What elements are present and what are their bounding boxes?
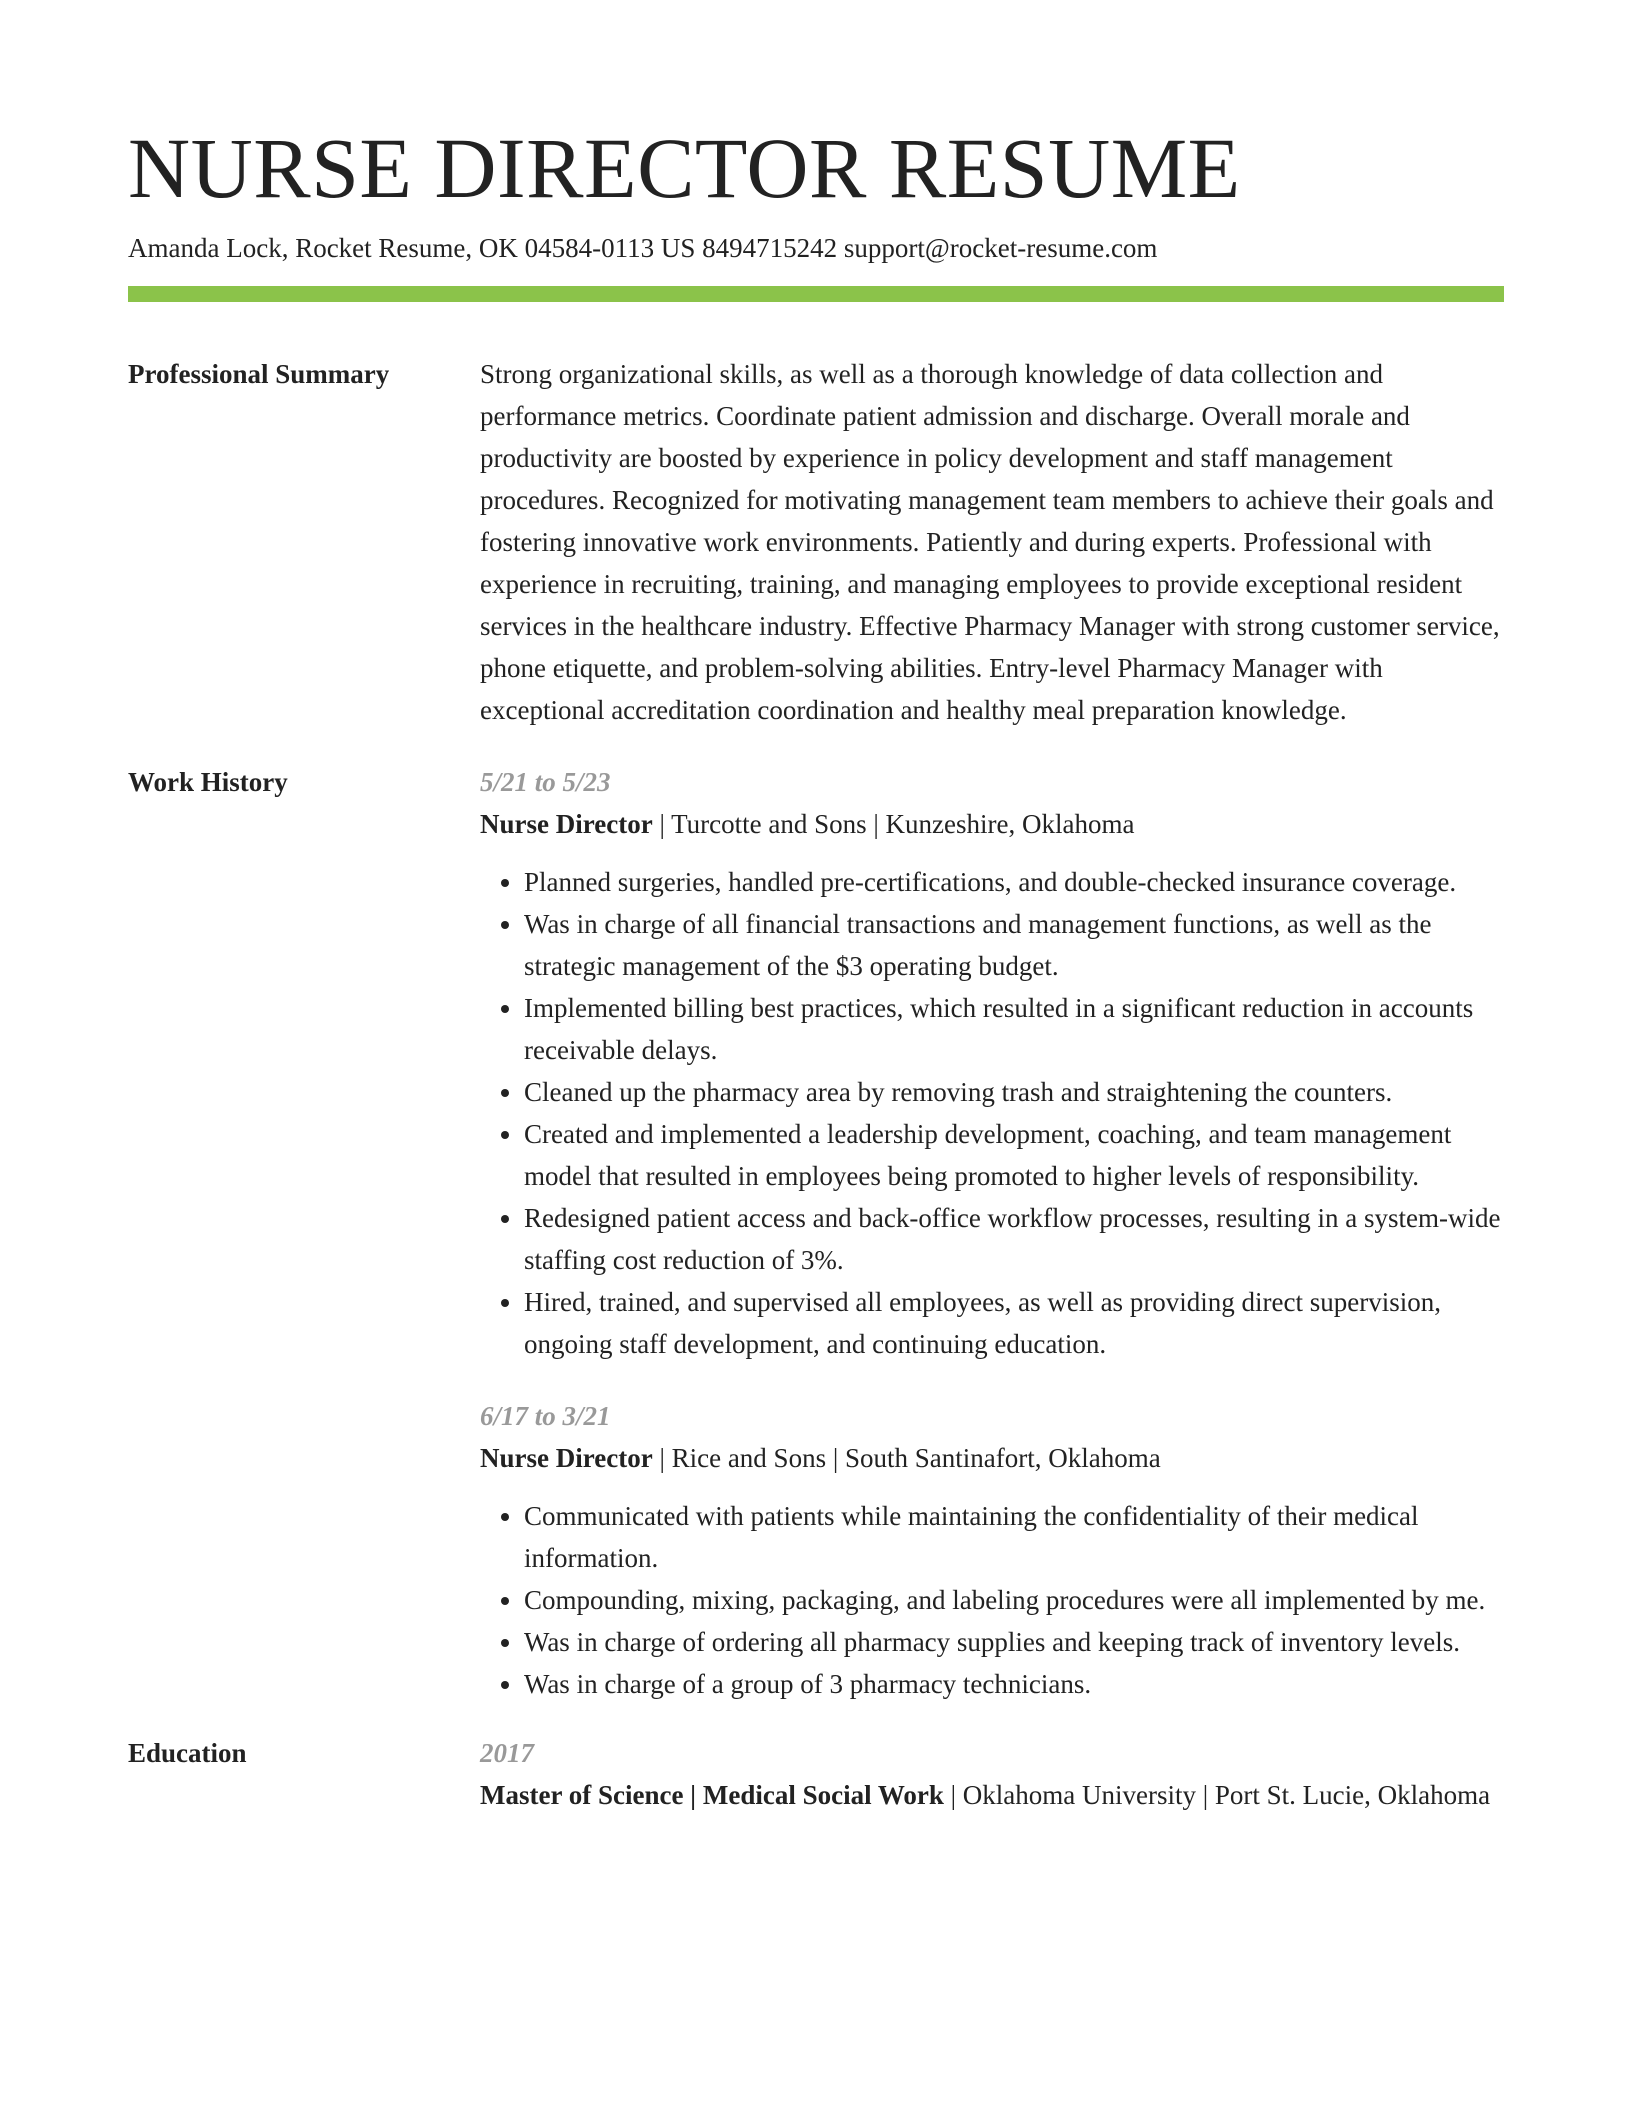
education-body <box>480 1732 1504 1816</box>
duty-item: • Created and implemented a leadership development, coaching, and team management model that resulted in employees being promoted to higher levels of responsibility. <box>524 1113 1504 1197</box>
summary-heading: Professional Summary <box>128 359 390 389</box>
accent-divider <box>128 286 1504 302</box>
summary-text: Strong organizational skills, as well as a thorough knowledge of data collection and performance metrics. Coordinate patient admission and discharge. Overall morale and productivity are boosted by experience in policy development and staff management procedures. Recognized for motivating management team members to achieve their goals and fostering innovative work environments. Patiently and during experts. Professional with experience in recruiting, training, and managing employees to provide exceptional resident services in the healthcare industry. Effective Pharmacy Manager with strong customer service, phone etiquette, and problem-solving abilities. Entry-level Pharmacy Manager with exceptional accreditation coordination and healthy meal preparation knowledge. <box>480 359 1500 725</box>
job-entry <box>480 1395 1504 1705</box>
education-section <box>128 1732 1504 1816</box>
duty-item: • Cleaned up the pharmacy area by removing trash and straightening the counters. <box>524 1071 1504 1113</box>
job-role: Nurse Director <box>480 809 653 839</box>
degree-name: Master of Science | Medical Social Work <box>480 1780 944 1810</box>
job-title-line <box>480 1437 1504 1479</box>
job-duties-list <box>480 1495 1504 1705</box>
duty-item: • Planned surgeries, handled pre-certifications, and double-checked insurance coverage. <box>524 861 1504 903</box>
job-employer-location: | Turcotte and Sons | Kunzeshire, Oklahoma <box>652 809 1135 839</box>
job-entry <box>480 761 1504 1365</box>
job-role: Nurse Director <box>480 1443 653 1473</box>
duty-item: • Redesigned patient access and back-office workflow processes, resulting in a system-wide staffing cost reduction of 3%. <box>524 1197 1504 1281</box>
summary-section <box>128 353 1504 731</box>
job-title-line <box>480 803 1504 845</box>
duty-item: • Hired, trained, and supervised all employees, as well as providing direct supervision, ongoing staff development, and continuing education. <box>524 1281 1504 1365</box>
job-dates: 5/21 to 5/23 <box>480 767 611 797</box>
duty-item: • Was in charge of ordering all pharmacy supplies and keeping track of inventory levels. <box>524 1621 1504 1663</box>
contact-line: Amanda Lock, Rocket Resume, OK 04584-0113 US 8494715242 support@rocket-resume.com <box>128 233 1158 263</box>
job-dates: 6/17 to 3/21 <box>480 1401 611 1431</box>
duty-item: • Was in charge of a group of 3 pharmacy technicians. <box>524 1663 1504 1705</box>
job-duties-list <box>480 861 1504 1365</box>
job-employer-location: | Rice and Sons | South Santinafort, Oklahoma <box>652 1443 1161 1473</box>
education-year: 2017 <box>480 1738 534 1768</box>
work-history-section <box>128 761 1504 1705</box>
education-line <box>480 1774 1504 1816</box>
duty-item: • Compounding, mixing, packaging, and labeling procedures were all implemented by me. <box>524 1579 1504 1621</box>
work-history-heading: Work History <box>128 767 288 797</box>
duty-item: • Communicated with patients while maintaining the confidentiality of their medical information. <box>524 1495 1504 1579</box>
work-history-body <box>480 761 1504 1705</box>
duty-item: • Was in charge of all financial transactions and management functions, as well as the strategic management of the $3 operating budget. <box>524 903 1504 987</box>
resume-page <box>128 118 1504 1816</box>
resume-title: NURSE DIRECTOR RESUME <box>128 120 1241 216</box>
duty-item: • Implemented billing best practices, which resulted in a significant reduction in accounts receivable delays. <box>524 987 1504 1071</box>
school-location: | Oklahoma University | Port St. Lucie, Oklahoma <box>943 1780 1491 1810</box>
education-heading: Education <box>128 1738 247 1768</box>
